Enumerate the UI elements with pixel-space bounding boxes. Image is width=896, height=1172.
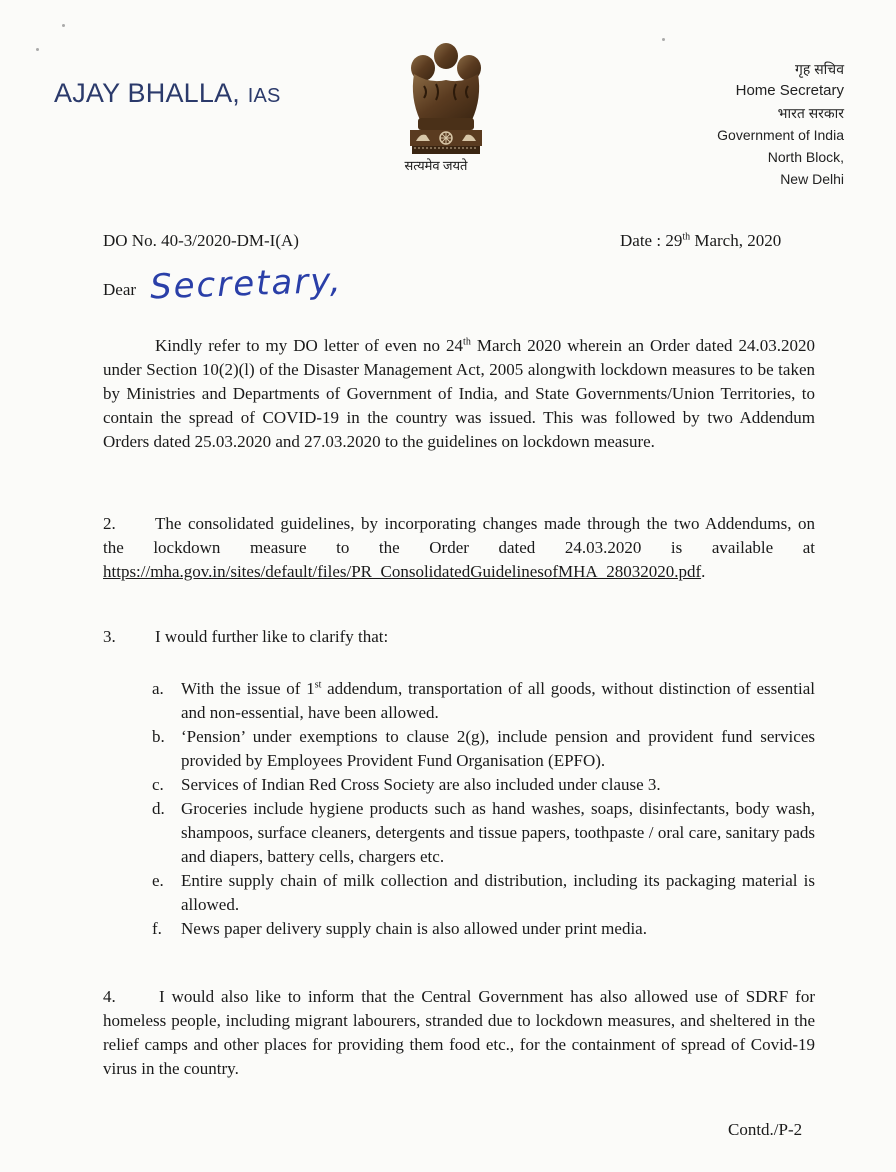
office-title: Home Secretary	[735, 82, 844, 99]
p2-end: .	[701, 562, 706, 581]
item-a-text-b: addendum, transportation of all goods, without distinction of essential and non-essential, have been allowed.	[181, 679, 815, 722]
sender-suffix: IAS	[247, 85, 281, 107]
paragraph-4	[103, 985, 815, 1081]
paragraph-2	[103, 512, 815, 584]
list-item	[152, 773, 815, 797]
p1-sup: th	[463, 336, 471, 348]
list-item-label: c.	[152, 775, 164, 794]
salutation-dear: Dear	[103, 280, 137, 299]
list-item-label: f.	[152, 919, 162, 938]
scan-speck	[62, 24, 65, 27]
sender-name	[54, 78, 281, 109]
sender-name-text: AJAY BHALLA,	[54, 78, 240, 108]
paragraph-1	[103, 334, 815, 454]
continued-note: Contd./P-2	[728, 1120, 803, 1139]
list-item-label: d.	[152, 799, 165, 818]
government-name: Government of India	[717, 127, 844, 143]
letter-date	[620, 231, 781, 251]
p4-number: 4.	[103, 987, 116, 1006]
office-address-line-1: North Block,	[767, 149, 844, 165]
list-item-label: e.	[152, 871, 164, 890]
p2-text: The consolidated guidelines, by incorporating changes made through the two Addendums, on the lockdown measure to the Order dated 24.03.2020 is available at	[103, 514, 815, 557]
guidelines-link[interactable]: https://mha.gov.in/sites/default/files/PR_ConsolidatedGuidelinesofMHA_28032020.pdf	[103, 562, 702, 581]
p4-text: I would also like to inform that the Central Government has also allowed use of SDRF for homeless people, including migrant labourers, stranded due to lockdown measures, and sheltered in the relief camps and other places for providing them food etc., for the containment of spread of Covid-19 virus in the country.	[103, 987, 815, 1078]
list-item	[152, 917, 815, 941]
office-address-line-2: New Delhi	[780, 171, 844, 187]
government-hindi: भारत सरकार	[777, 105, 844, 121]
p2-number: 2.	[103, 514, 116, 533]
list-item-text: Services of Indian Red Cross Society are also included under clause 3.	[181, 775, 661, 794]
paragraph-3	[103, 625, 815, 649]
date-sup: th	[682, 231, 691, 243]
p3-text: I would further like to clarify that:	[155, 627, 389, 646]
p1-text-a: Kindly refer to my DO letter of even no 24	[155, 336, 464, 355]
office-block	[717, 58, 844, 190]
list-item-text: ‘Pension’ under exemptions to clause 2(g), include pension and provident fund services provided by Employees Provident Fund Organisation (EPFO).	[181, 727, 815, 770]
item-a-text-a: With the issue of 1	[181, 679, 315, 698]
item-a-sup: st	[314, 679, 322, 691]
list-item	[152, 797, 815, 869]
list-item-text: Groceries include hygiene products such as hand washes, soaps, disinfectants, body wash, shampoos, surface cleaners, detergents and tissue papers, toothpaste / oral care, sanitary pads and diapers, battery cells, chargers etc.	[181, 799, 815, 866]
handwritten-salutation: Secretary,	[149, 260, 344, 308]
list-item	[152, 869, 815, 917]
do-number: DO No. 40-3/2020-DM-I(A)	[103, 231, 299, 250]
date-prefix: Date : 29	[620, 231, 683, 250]
p3-number: 3.	[103, 627, 116, 646]
p1-text-b: March 2020 wherein an Order dated 24.03.2020 under Section 10(2)(l) of the Disaster Management Act, 2005 alongwith lockdown measures to be taken by Ministries and Departments of Government of India, and State Governments/Union Territories, to contain the spread of COVID-19 in the country was issued. This was followed by two Addendum Orders dated 25.03.2020 and 27.03.2020 to the guidelines on lockdown measure.	[103, 336, 815, 451]
list-item-label: b.	[152, 727, 165, 746]
list-item	[152, 725, 815, 773]
list-item-text: News paper delivery supply chain is also allowed under print media.	[181, 919, 647, 938]
list-item	[152, 677, 815, 725]
date-suffix: March, 2020	[690, 231, 782, 250]
list-item-text	[181, 677, 815, 725]
emblem-motto: सत्यमेव जयते	[404, 158, 468, 173]
scan-speck	[36, 48, 39, 51]
office-title-hindi: गृह सचिव	[795, 61, 844, 77]
scan-speck	[662, 38, 665, 41]
clarification-list	[152, 677, 815, 941]
list-item-label: a.	[152, 679, 164, 698]
list-item-text: Entire supply chain of milk collection and distribution, including its packaging material is allowed.	[181, 871, 815, 914]
